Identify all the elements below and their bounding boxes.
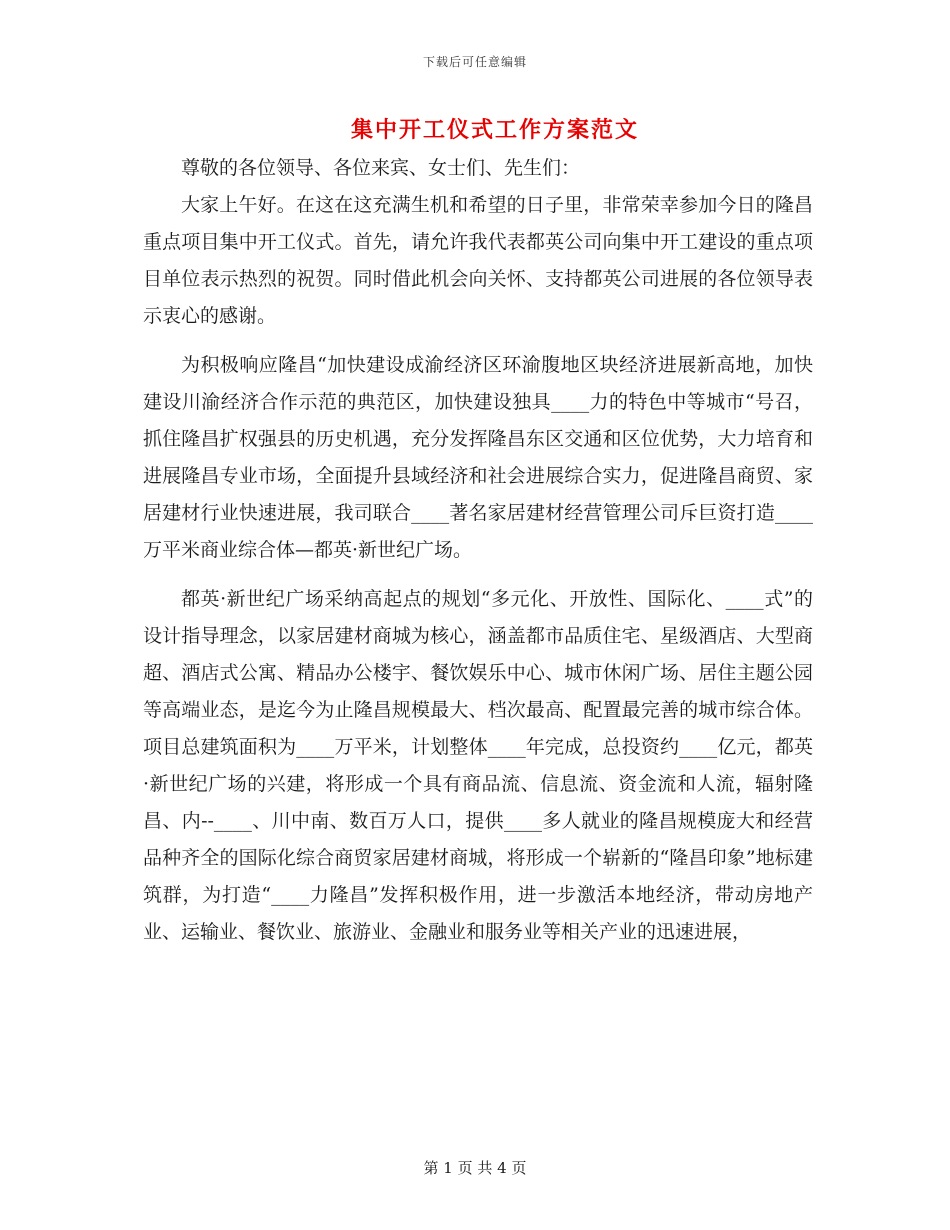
initiative-paragraph: 为积极响应隆昌“加快建设成渝经济区环渝腹地区块经济进展新高地，加快建设川渝经济合作示范的典范区，加快建设独具____力的特色中等城市“号召，抓住隆昌扩权强县的历史机遇，充分发挥隆昌东区交通和区位优势，大力培育和进展隆昌专业市场，全面提升县域经济和社会进展综合实力，促进隆昌商贸、家居建材行业快速进展，我司联合____著名家居建材经营管理公司斥巨资打造____万平米商业综合体—都英·新世纪广场。 <box>143 354 813 561</box>
greeting-paragraph: 大家上午好。在这在这充满生机和希望的日子里，非常荣幸参加今日的隆昌重点项目集中开工仪式。首先，请允许我代表都英公司向集中开工建设的重点项目单位表示热烈的祝贺。同时借此机会向关怀、支持都英公司进展的各位领导表示衷心的感谢。 <box>143 194 813 327</box>
salutation-paragraph: 尊敬的各位领导、各位来宾、女士们、先生们： <box>181 157 581 179</box>
document-title: 集中开工仪式工作方案范文 <box>350 117 639 143</box>
page-number: 第 1 页 共 4 页 <box>423 1159 527 1177</box>
document-body <box>143 150 813 951</box>
project-description-paragraph: 都英·新世纪广场采纳高起点的规划“多元化、开放性、国际化、____式”的设计指导理念，以家居建材商城为核心，涵盖都市品质住宅、星级酒店、大型商超、酒店式公寓、精品办公楼宇、餐饮娱乐中心、城市休闲广场、居住主题公园等高端业态，是迄今为止隆昌规模最大、档次最高、配置最完善的城市综合体。项目总建筑面积为____万平米，计划整体____年完成，总投资约____亿元，都英·新世纪广场的兴建，将形成一个具有商品流、信息流、资金流和人流，辐射隆昌、内--____、川中南、数百万人口，提供____多人就业的隆昌规模庞大和经营品种齐全的国际化综合商贸家居建材商城，将形成一个崭新的“隆昌印象”地标建筑群，为打造“____力隆昌”发挥积极作用，进一步激活本地经济，带动房地产业、运输业、餐饮业、旅游业、金融业和服务业等相关产业的迅速进展， <box>143 588 813 943</box>
header-note: 下载后可任意编辑 <box>422 55 527 69</box>
